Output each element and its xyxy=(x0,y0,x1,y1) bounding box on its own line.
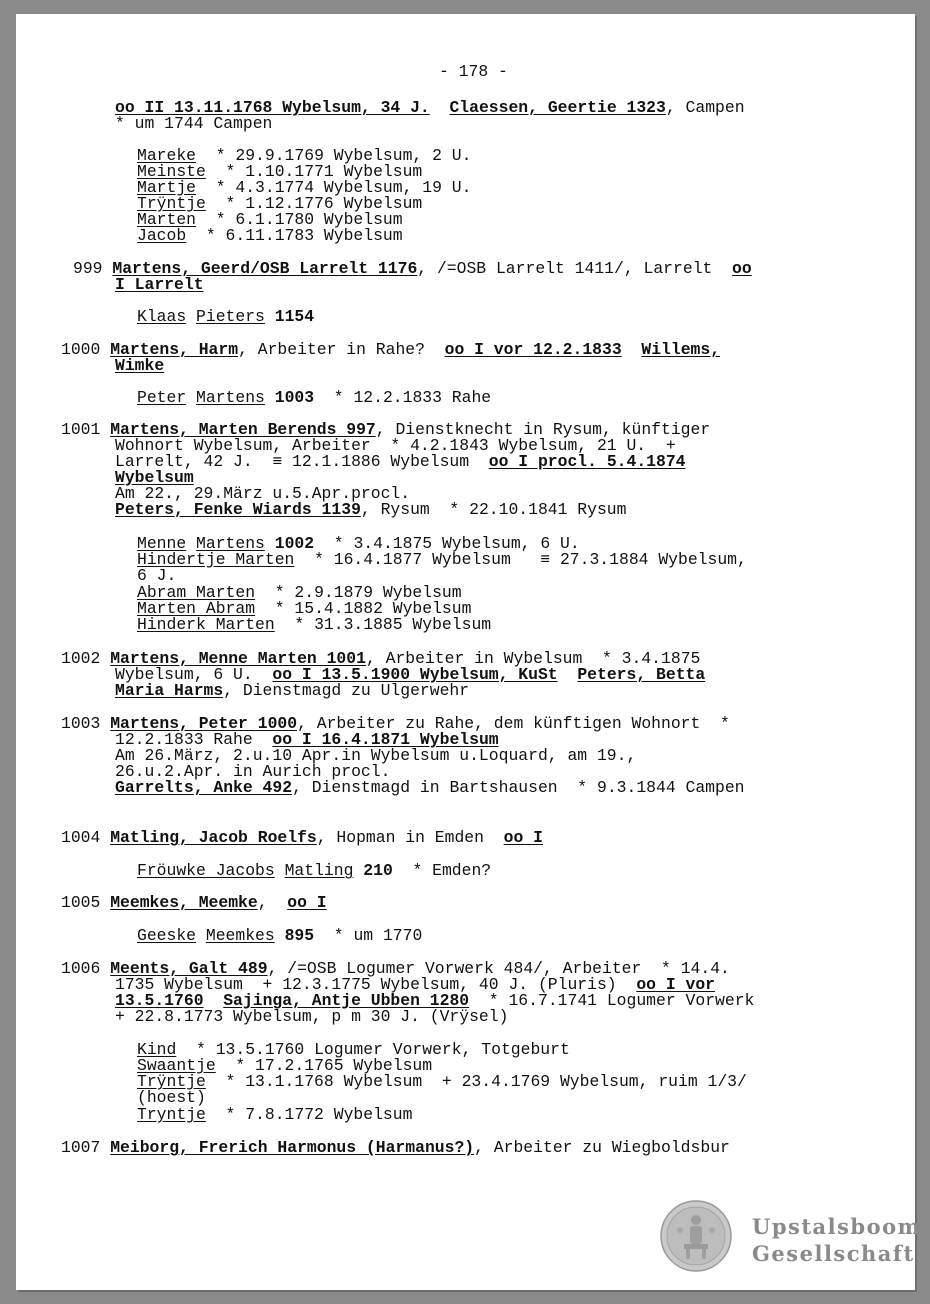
text-line xyxy=(137,1107,412,1123)
person-name: Trÿntje xyxy=(137,194,206,213)
entry-name-link: Maria Harms xyxy=(115,681,224,700)
entry-name-link: I Larrelt xyxy=(115,275,204,294)
entry-name-link: Sajinga, Antje Ubben 1280 xyxy=(223,991,470,1010)
text-line xyxy=(115,358,164,374)
text-line xyxy=(115,780,745,796)
person-name: Martje xyxy=(137,178,197,197)
person-name: Jacob xyxy=(137,226,187,245)
text-segment: Wybelsum, 6 U. xyxy=(115,665,273,684)
text-segment: , Arbeiter zu Wiegboldsbur xyxy=(474,1138,730,1157)
reference-number: 1002 xyxy=(274,534,315,553)
text-segment: * um 1744 Campen xyxy=(115,114,273,133)
text-segment: Larrelt, 42 J. ≡ 12.1.1886 Wybelsum xyxy=(115,452,489,471)
text-segment: , Arbeiter in Wybelsum * 3.4.1875 xyxy=(365,649,701,668)
text-segment: 6 J. xyxy=(137,566,177,585)
reference-number: 1154 xyxy=(274,307,315,326)
person-name: Matling xyxy=(284,861,354,880)
text-segment: * 17.2.1765 Wybelsum xyxy=(215,1056,433,1075)
text-segment: 12.2.1833 Rahe xyxy=(115,730,273,749)
entry-name-link: Peters, Betta xyxy=(577,665,706,684)
text-segment: (hoest) xyxy=(137,1088,206,1107)
entry-name-link: Meemkes, Meemke xyxy=(110,893,258,912)
entry-name-link: 13.5.1760 xyxy=(115,991,204,1010)
entry-name-link: oo II 13.11.1768 Wybelsum, 34 J. xyxy=(115,98,430,117)
text-line xyxy=(137,568,176,584)
text-segment: * 6.11.1783 Wybelsum xyxy=(186,226,403,245)
seal-icon xyxy=(660,1200,732,1272)
person-name: Peter xyxy=(137,388,187,407)
text-line xyxy=(137,1074,747,1090)
reference-number: 210 xyxy=(363,861,393,880)
text-segment: 999 xyxy=(73,259,113,278)
person-name: Meinste xyxy=(137,162,206,181)
text-segment: 1004 xyxy=(61,828,111,847)
text-segment: * 12.2.1833 Rahe xyxy=(314,388,492,407)
text-segment xyxy=(622,340,642,359)
entry-name-link: oo I 13.5.1900 Wybelsum, KuSt xyxy=(272,665,558,684)
text-segment: , Campen xyxy=(665,98,745,117)
text-segment: , Dienstmagd in Bartshausen * 9.3.1844 Campen xyxy=(292,778,745,797)
person-name: Menne xyxy=(137,534,187,553)
reference-number: 1003 xyxy=(274,388,315,407)
person-name: Klaas xyxy=(137,307,187,326)
entry-name-link: oo I 16.4.1871 Wybelsum xyxy=(272,730,499,749)
person-name: Mareke xyxy=(137,146,197,165)
text-segment: , Arbeiter in Rahe? xyxy=(238,340,445,359)
text-segment: , Dienstknecht in Rysum, künftiger xyxy=(375,420,711,439)
text-segment: * 15.4.1882 Wybelsum xyxy=(255,599,472,618)
text-segment: , /=OSB Larrelt 1411/, Larrelt xyxy=(417,259,733,278)
text-segment: , Rysum * 22.10.1841 Rysum xyxy=(360,500,627,519)
text-segment: 1007 xyxy=(61,1138,111,1157)
text-segment: , Dienstmagd zu Ulgerwehr xyxy=(223,681,470,700)
person-name: Fröuwke Jacobs xyxy=(137,861,275,880)
text-segment xyxy=(196,926,206,945)
text-segment: 1002 xyxy=(61,649,111,668)
text-segment: * Emden? xyxy=(392,861,492,880)
entry-name-link: Wimke xyxy=(115,356,165,375)
reference-number: 895 xyxy=(284,926,315,945)
entry-name-link: Martens, Peter 1000 xyxy=(110,714,298,733)
entry-name-link: Wybelsum xyxy=(115,468,194,487)
text-segment xyxy=(353,861,363,880)
person-name: Martens xyxy=(196,388,265,407)
text-line xyxy=(137,863,491,879)
person-name: Hinderk Marten xyxy=(137,615,275,634)
text-segment xyxy=(186,388,196,407)
text-line xyxy=(115,683,469,699)
text-segment: * 1.10.1771 Wybelsum xyxy=(205,162,423,181)
text-segment: * 29.9.1769 Wybelsum, 2 U. xyxy=(196,146,472,165)
text-segment: + 22.8.1773 Wybelsum, p m 30 J. (Vrÿsel) xyxy=(115,1007,509,1026)
text-segment: 1735 Wybelsum + 12.3.1775 Wybelsum, 40 J. (Pluris) xyxy=(115,975,637,994)
text-segment xyxy=(186,307,196,326)
text-segment: * um 1770 xyxy=(314,926,423,945)
text-segment: Wohnort Wybelsum, Arbeiter * 4.2.1843 Wybelsum, 21 U. + xyxy=(115,436,676,455)
text-segment: 1000 xyxy=(61,340,111,359)
person-name: Tryntje xyxy=(137,1105,206,1124)
text-segment: 1006 xyxy=(61,959,111,978)
entry-name-link: Matling, Jacob Roelfs xyxy=(110,828,317,847)
person-name: Meemkes xyxy=(205,926,275,945)
text-line xyxy=(61,1140,730,1156)
entry-name-link: oo I vor 12.2.1833 xyxy=(444,340,622,359)
brand-line-1: Upstalsboom xyxy=(752,1214,922,1239)
text-segment: * 6.1.1780 Wybelsum xyxy=(196,210,403,229)
text-segment: * 13.1.1768 Wybelsum + 23.4.1769 Wybelsum, ruim 1/3/ xyxy=(205,1072,747,1091)
text-segment: Am 26.März, 2.u.10 Apr.in Wybelsum u.Loquard, am 19., xyxy=(115,746,637,765)
text-segment: * 7.8.1772 Wybelsum xyxy=(205,1105,413,1124)
text-segment: * 31.3.1885 Wybelsum xyxy=(274,615,492,634)
text-line xyxy=(137,552,747,568)
text-line xyxy=(137,228,403,244)
text-segment: 1003 xyxy=(61,714,111,733)
person-name: Marten xyxy=(137,210,197,229)
entry-name-link: oo xyxy=(732,259,752,278)
text-segment: * 16.7.1741 Logumer Vorwerk xyxy=(469,991,755,1010)
text-line xyxy=(61,895,327,911)
text-segment xyxy=(275,926,285,945)
text-line xyxy=(137,928,422,944)
entry-name-link: Meiborg, Frerich Harmonus (Harmanus?) xyxy=(110,1138,475,1157)
person-name: Swaantje xyxy=(137,1056,216,1075)
person-name: Abram Marten xyxy=(137,583,256,602)
text-segment: * 13.5.1760 Logumer Vorwerk, Totgeburt xyxy=(176,1040,570,1059)
person-name: Martens xyxy=(196,534,265,553)
person-name: Geeske xyxy=(137,926,197,945)
entry-name-link: oo I vor xyxy=(636,975,716,994)
person-name: Marten Abram xyxy=(137,599,256,618)
text-segment: , xyxy=(257,893,288,912)
person-name: Kind xyxy=(137,1040,177,1059)
person-name: Pieters xyxy=(196,307,265,326)
text-segment: , Hopman in Emden xyxy=(316,828,504,847)
entry-name-link: Garrelts, Anke 492 xyxy=(115,778,293,797)
person-name: Hindertje Marten xyxy=(137,550,295,569)
entry-name-link: oo I xyxy=(287,893,327,912)
text-segment: 1001 xyxy=(61,420,111,439)
text-line xyxy=(115,116,272,132)
brand-line-2: Gesellschaft xyxy=(752,1241,915,1266)
text-segment: , Arbeiter zu Rahe, dem künftigen Wohnort * xyxy=(297,714,730,733)
text-segment: , /=OSB Logumer Vorwerk 484/, Arbeiter * 14.4. xyxy=(267,959,730,978)
text-segment: Am 22., 29.März u.5.Apr.procl. xyxy=(115,484,411,503)
entry-name-link: Martens, Geerd/OSB Larrelt 1176 xyxy=(112,259,418,278)
text-segment: 1005 xyxy=(61,893,111,912)
entry-name-link: Willems, xyxy=(641,340,721,359)
entry-name-link: oo I xyxy=(503,828,543,847)
document-page xyxy=(16,14,922,1290)
text-segment: * 4.3.1774 Wybelsum, 19 U. xyxy=(196,178,472,197)
entry-name-link: Peters, Fenke Wiards 1139 xyxy=(115,500,361,519)
text-line xyxy=(137,617,491,633)
entry-name-link: Martens, Harm xyxy=(110,340,239,359)
text-line xyxy=(137,390,491,406)
text-line xyxy=(137,1090,206,1106)
text-line xyxy=(115,277,204,293)
entry-name-link: Meents, Galt 489 xyxy=(110,959,268,978)
text-line xyxy=(115,502,626,518)
entry-name-link: Martens, Menne Marten 1001 xyxy=(110,649,366,668)
text-segment: * 2.9.1879 Wybelsum xyxy=(255,583,462,602)
entry-name-link: Claessen, Geertie 1323 xyxy=(449,98,666,117)
page-number: - 178 - xyxy=(439,62,508,81)
text-segment xyxy=(558,665,578,684)
person-name: Trÿntje xyxy=(137,1072,206,1091)
text-segment xyxy=(265,388,275,407)
text-line xyxy=(115,1009,508,1025)
text-line xyxy=(137,309,314,325)
text-line xyxy=(61,830,543,846)
entry-name-link: Martens, Marten Berends 997 xyxy=(110,420,376,439)
text-segment: 26.u.2.Apr. in Aurich procl. xyxy=(115,762,391,781)
entry-name-link: oo I procl. 5.4.1874 xyxy=(488,452,686,471)
text-line xyxy=(115,454,686,470)
text-segment xyxy=(430,98,450,117)
text-segment: * 1.12.1776 Wybelsum xyxy=(205,194,423,213)
text-segment: * 16.4.1877 Wybelsum ≡ 27.3.1884 Wybelsum, xyxy=(294,550,747,569)
text-segment xyxy=(265,307,275,326)
text-segment: * 3.4.1875 Wybelsum, 6 U. xyxy=(314,534,580,553)
text-segment xyxy=(275,861,285,880)
